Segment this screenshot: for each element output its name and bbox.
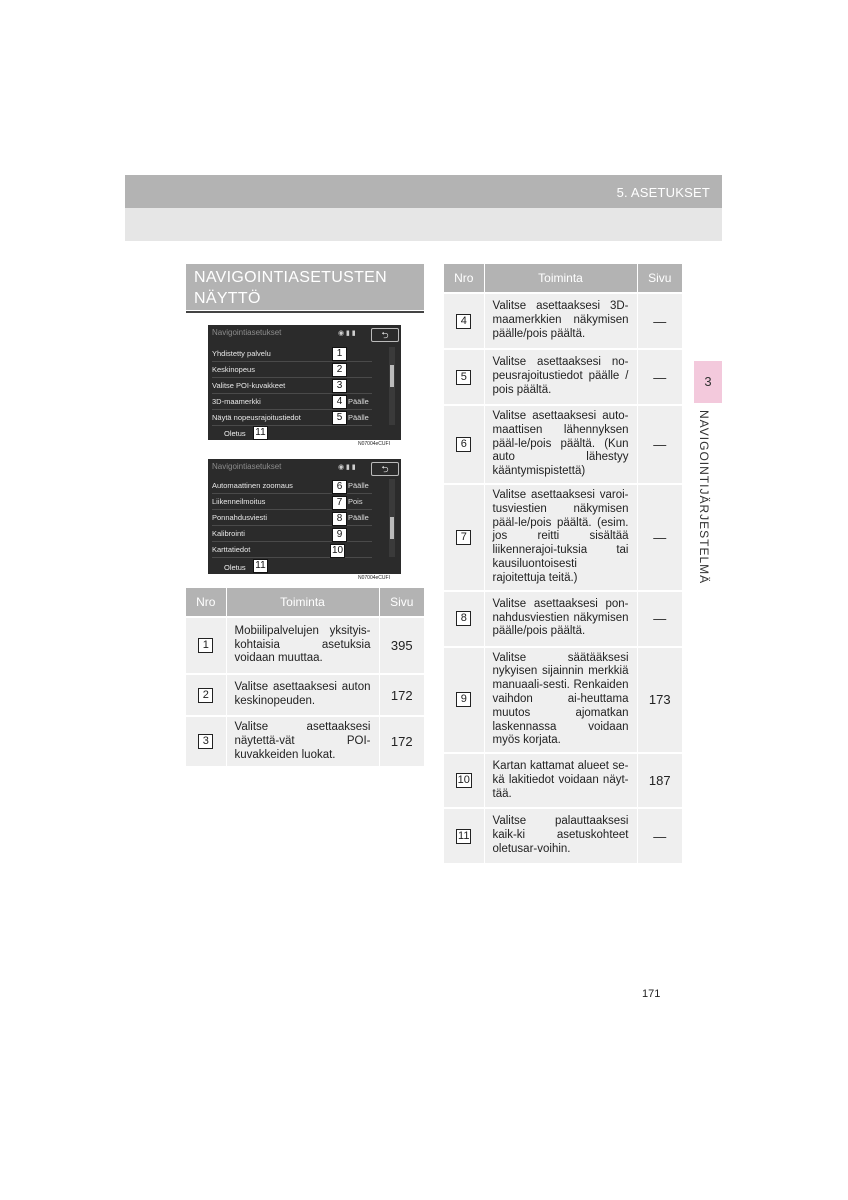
- table-row: [186, 716, 424, 766]
- section-heading-line1: NAVIGOINTIASETUSTEN: [194, 269, 387, 286]
- row-page: 395: [379, 617, 424, 674]
- screen-title: Navigointiasetukset: [212, 462, 282, 471]
- back-button[interactable]: ⮌: [371, 462, 399, 476]
- row-number: 8: [456, 611, 471, 626]
- section-subheader-bar: [125, 208, 722, 241]
- row-number: 2: [198, 688, 213, 703]
- row-number: 1: [198, 638, 213, 653]
- col-header-no: Nro: [444, 264, 484, 293]
- callout-7: 7: [332, 496, 347, 510]
- setting-row[interactable]: Keskinopeus: [212, 363, 372, 378]
- callout-5: 5: [332, 411, 347, 425]
- row-number: 6: [456, 437, 471, 452]
- setting-row[interactable]: Karttatiedot: [212, 543, 372, 558]
- back-button[interactable]: ⮌: [371, 328, 399, 342]
- callout-8: 8: [332, 512, 347, 526]
- row-page: —: [637, 349, 682, 405]
- row-number: 10: [457, 774, 470, 787]
- row-page: —: [637, 405, 682, 484]
- row-description: Valitse asettaaksesi 3D-maamerkkien näkymisen päälle/pois päältä.: [484, 293, 637, 349]
- row-number: 3: [198, 734, 213, 749]
- table-row: [444, 293, 682, 349]
- image-code: N07004eCUFI: [358, 441, 390, 447]
- chapter-title: NAVIGOINTIJÄRJESTELMÄ: [697, 410, 711, 585]
- row-page: 172: [379, 674, 424, 716]
- row-description: Valitse säätääksesi nykyisen sijainnin merkkiä manuaali-sesti. Renkaiden vaihdon ai-heuttama muutos ajomatkan laskennassa voidaan myös korjata.: [484, 647, 637, 754]
- callout-11: 11: [253, 559, 268, 573]
- col-header-page: Sivu: [379, 588, 424, 617]
- section-heading-line2: NÄYTTÖ: [194, 290, 261, 307]
- row-description: Kartan kattamat alueet se-kä lakitiedot voidaan näyt-tää.: [484, 753, 637, 808]
- setting-row[interactable]: Näytä nopeusrajoitustiedot Päälle: [212, 411, 372, 426]
- setting-row[interactable]: Valitse POI-kuvakkeet: [212, 379, 372, 394]
- row-description: Valitse asettaaksesi auton keskinopeuden.: [226, 674, 379, 716]
- table-row: [444, 647, 682, 754]
- setting-row[interactable]: Yhdistetty palvelu: [212, 347, 372, 362]
- table-header-row: [186, 588, 424, 617]
- table-row: [444, 591, 682, 647]
- scrollbar[interactable]: [389, 479, 395, 557]
- row-page: 187: [637, 753, 682, 808]
- row-page: —: [637, 293, 682, 349]
- col-header-function: Toiminta: [484, 264, 637, 293]
- default-button[interactable]: Oletus: [224, 563, 246, 572]
- row-description: Valitse asettaaksesi varoi-tusviestien näkymisen pääl-le/pois päältä. (esim. jos reitti sisältää liikennerajoi-tuksia tai kausiluontoisesti rajoitettuja teitä.): [484, 484, 637, 591]
- row-number: 7: [456, 530, 471, 545]
- status-icons: ◉ ▮ ▮: [338, 464, 356, 471]
- table-row: [444, 753, 682, 808]
- setting-row[interactable]: Automaattinen zoomaus Päälle: [212, 479, 372, 494]
- row-page: —: [637, 808, 682, 863]
- table-row: [444, 349, 682, 405]
- row-number: 4: [456, 314, 471, 329]
- table-header-row: [444, 264, 682, 293]
- col-header-no: Nro: [186, 588, 226, 617]
- callout-1: 1: [332, 347, 347, 361]
- status-icons: ◉ ▮ ▮: [338, 330, 356, 337]
- col-header-page: Sivu: [637, 264, 682, 293]
- callout-2: 2: [332, 363, 347, 377]
- callout-4: 4: [332, 395, 347, 409]
- row-page: —: [637, 484, 682, 591]
- table-row: [186, 617, 424, 674]
- row-description: Valitse asettaaksesi pon-nahdusviestien näkymisen päälle/pois päältä.: [484, 591, 637, 647]
- row-page: —: [637, 591, 682, 647]
- row-description: Valitse palauttaaksesi kaik-ki asetuskohteet oletusar-voihin.: [484, 808, 637, 863]
- section-heading: [186, 264, 424, 310]
- row-description: Valitse asettaaksesi auto-maattisen lähennyksen pääl-le/pois päältä. (Kun auto lähestyy kääntymispistettä): [484, 405, 637, 484]
- table-row: [186, 674, 424, 716]
- row-number: 11: [458, 829, 470, 842]
- image-code: N07004eCUFI: [358, 575, 390, 581]
- screen-title: Navigointiasetukset: [212, 328, 282, 337]
- setting-row[interactable]: Liikenneilmoitus Pois: [212, 495, 372, 510]
- row-description: Valitse asettaaksesi no-peusrajoitustiedot päälle / pois päältä.: [484, 349, 637, 405]
- table-row: [444, 484, 682, 591]
- scrollbar-thumb[interactable]: [390, 517, 394, 539]
- default-button[interactable]: Oletus: [224, 429, 246, 438]
- scrollbar[interactable]: [389, 347, 395, 425]
- row-page: 172: [379, 716, 424, 766]
- setting-row[interactable]: Kalibrointi: [212, 527, 372, 542]
- row-description: Valitse asettaaksesi näytettä-vät POI-kuvakkeiden luokat.: [226, 716, 379, 766]
- setting-row[interactable]: Ponnahdusviesti Päälle: [212, 511, 372, 526]
- settings-screen-2: [208, 459, 401, 574]
- row-number: 5: [456, 370, 471, 385]
- section-header-bar: [125, 175, 722, 208]
- setting-row[interactable]: 3D-maamerkki Päälle: [212, 395, 372, 410]
- col-header-function: Toiminta: [226, 588, 379, 617]
- callout-3: 3: [332, 379, 347, 393]
- row-description: Mobiilipalvelujen yksityis-kohtaisia asetuksia voidaan muuttaa.: [226, 617, 379, 674]
- row-number: 9: [456, 692, 471, 707]
- callout-10: 10: [332, 545, 344, 556]
- function-table-right: [444, 264, 682, 863]
- row-page: 173: [637, 647, 682, 754]
- page-number: 171: [642, 988, 661, 1000]
- callout-9: 9: [332, 528, 347, 542]
- heading-underline: [186, 311, 424, 313]
- settings-screen-1: [208, 325, 401, 440]
- section-title: 5. ASETUKSET: [616, 185, 710, 200]
- chapter-tab: 3: [694, 361, 722, 403]
- function-table-left: [186, 588, 424, 766]
- callout-11: 11: [253, 426, 268, 440]
- table-row: [444, 405, 682, 484]
- callout-6: 6: [332, 480, 347, 494]
- table-row: [444, 808, 682, 863]
- scrollbar-thumb[interactable]: [390, 365, 394, 387]
